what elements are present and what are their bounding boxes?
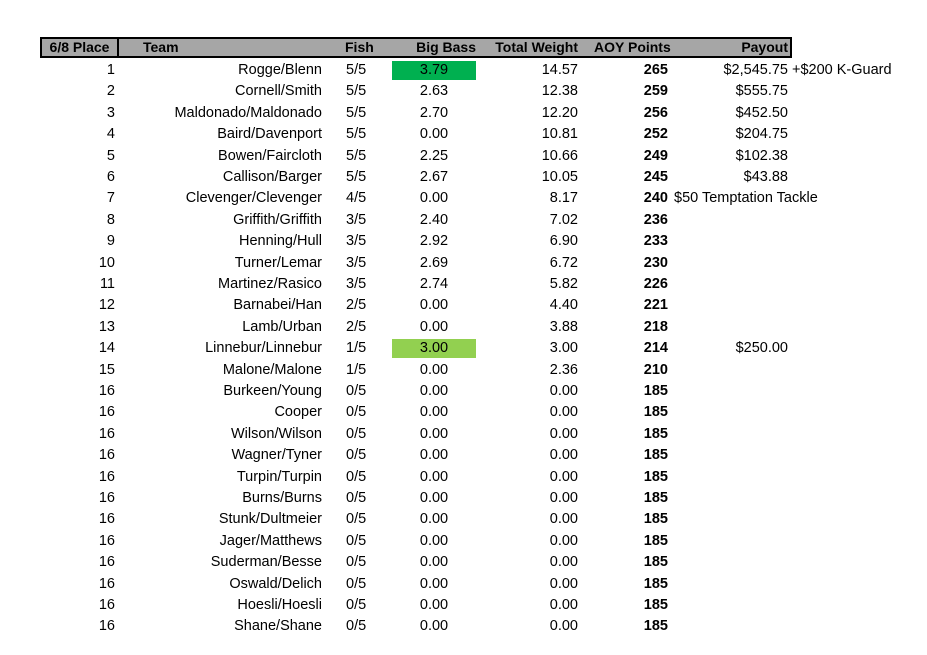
team-cell: Malone/Malone bbox=[222, 361, 322, 378]
total-weight-cell: 3.00 bbox=[549, 340, 578, 357]
aoy-points-cell: 185 bbox=[643, 447, 668, 464]
place-cell: 2 bbox=[106, 83, 115, 100]
place-cell: 16 bbox=[98, 597, 115, 613]
place-cell: 5 bbox=[106, 147, 115, 164]
team-cell: Bowen/Faircloth bbox=[218, 147, 322, 164]
fish-cell: 0/5 bbox=[346, 511, 367, 528]
place-cell: 12 bbox=[98, 297, 115, 314]
total-weight-cell: 0.00 bbox=[549, 447, 578, 464]
total-weight-cell: 4.40 bbox=[549, 297, 578, 314]
aoy-points-cell: 252 bbox=[643, 126, 668, 143]
total-weight-cell: 7.02 bbox=[549, 211, 578, 228]
aoy-points-cell: 210 bbox=[643, 361, 668, 378]
payout-cell: $555.75 bbox=[735, 83, 788, 100]
header-fish: Fish bbox=[345, 39, 374, 55]
place-cell: 6 bbox=[106, 169, 115, 185]
big-bass-cell: 0.00 bbox=[419, 126, 449, 143]
big-bass-cell: 2.92 bbox=[419, 233, 449, 250]
fish-cell: 5/5 bbox=[346, 104, 367, 121]
big-bass-cell: 0.00 bbox=[419, 318, 449, 335]
aoy-points-cell: 256 bbox=[643, 104, 668, 121]
total-weight-cell: 12.20 bbox=[541, 104, 578, 121]
team-cell: Suderman/Besse bbox=[210, 554, 322, 571]
fish-cell: 1/5 bbox=[346, 361, 367, 378]
aoy-points-cell: 265 bbox=[643, 62, 668, 78]
payout-cell bbox=[680, 231, 788, 252]
big-bass-cell: 0.00 bbox=[419, 447, 449, 464]
big-bass-cell: 0.00 bbox=[419, 404, 449, 421]
team-cell: Barnabei/Han bbox=[233, 297, 322, 314]
fish-cell: 3/5 bbox=[346, 233, 367, 250]
total-weight-cell: 0.00 bbox=[549, 425, 578, 442]
aoy-points-cell: 185 bbox=[643, 490, 668, 506]
aoy-points-cell: 221 bbox=[643, 297, 668, 314]
total-weight-cell: 14.57 bbox=[541, 62, 578, 78]
team-cell: Jager/Matthews bbox=[219, 532, 322, 549]
total-weight-cell: 5.82 bbox=[549, 276, 578, 292]
fish-cell: 0/5 bbox=[346, 404, 367, 421]
big-bass-cell: 0.00 bbox=[419, 468, 449, 485]
place-cell: 4 bbox=[106, 126, 115, 143]
place-cell: 16 bbox=[98, 447, 115, 464]
payout-extra-note: $50 Temptation Tackle bbox=[674, 190, 818, 207]
payout-cell bbox=[680, 360, 788, 381]
header-big-bass: Big Bass bbox=[416, 39, 476, 55]
total-weight-cell: 0.00 bbox=[549, 511, 578, 528]
total-weight-cell: 0.00 bbox=[549, 532, 578, 549]
aoy-points-cell: 249 bbox=[643, 147, 668, 164]
team-cell: Burns/Burns bbox=[242, 490, 322, 506]
aoy-points-cell: 185 bbox=[643, 618, 668, 635]
aoy-points-cell: 185 bbox=[643, 511, 668, 528]
aoy-points-cell: 259 bbox=[643, 83, 668, 100]
team-cell: Wagner/Tyner bbox=[231, 447, 322, 464]
payout-cell bbox=[680, 531, 788, 552]
team-cell: Lamb/Urban bbox=[242, 318, 322, 335]
aoy-points-cell: 185 bbox=[643, 383, 668, 399]
big-bass-cell: 0.00 bbox=[419, 297, 449, 314]
fish-cell: 5/5 bbox=[346, 62, 367, 78]
payout-cell: $250.00 bbox=[735, 340, 788, 357]
place-cell: 16 bbox=[98, 511, 115, 528]
payout-cell bbox=[680, 274, 788, 295]
payout-extra-note: +$200 K-Guard bbox=[792, 62, 892, 78]
payout-cell bbox=[680, 509, 788, 530]
big-bass-cell: 2.25 bbox=[419, 147, 449, 164]
header-aoy-points: AOY Points bbox=[594, 39, 671, 55]
payout-cell: $452.50 bbox=[735, 104, 788, 121]
place-cell: 16 bbox=[98, 490, 115, 506]
total-weight-cell: 12.38 bbox=[541, 83, 578, 100]
big-bass-cell: 0.00 bbox=[419, 511, 449, 528]
fish-cell: 0/5 bbox=[346, 554, 367, 571]
big-bass-cell: 3.79 bbox=[419, 62, 449, 78]
big-bass-cell: 0.00 bbox=[419, 575, 449, 592]
fish-cell: 0/5 bbox=[346, 468, 367, 485]
place-cell: 8 bbox=[106, 211, 115, 228]
header-payout: Payout bbox=[741, 39, 788, 55]
team-cell: Hoesli/Hoesli bbox=[237, 597, 322, 613]
total-weight-cell: 10.05 bbox=[541, 169, 578, 185]
place-cell: 9 bbox=[106, 233, 115, 250]
big-bass-cell: 2.63 bbox=[419, 83, 449, 100]
team-cell: Shane/Shane bbox=[234, 618, 322, 635]
fish-cell: 5/5 bbox=[346, 126, 367, 143]
total-weight-cell: 2.36 bbox=[549, 361, 578, 378]
big-bass-cell: 0.00 bbox=[419, 618, 449, 635]
place-cell: 10 bbox=[98, 254, 115, 271]
fish-cell: 3/5 bbox=[346, 276, 367, 292]
place-cell: 16 bbox=[98, 404, 115, 421]
fish-cell: 0/5 bbox=[346, 618, 367, 635]
payout-cell bbox=[680, 402, 788, 423]
payout-cell bbox=[680, 595, 788, 616]
aoy-points-cell: 185 bbox=[643, 554, 668, 571]
fish-cell: 0/5 bbox=[346, 532, 367, 549]
payout-cell: $43.88 bbox=[743, 169, 788, 185]
fish-cell: 0/5 bbox=[346, 575, 367, 592]
aoy-points-cell: 245 bbox=[643, 169, 668, 185]
fish-cell: 4/5 bbox=[346, 190, 367, 207]
total-weight-cell: 0.00 bbox=[549, 597, 578, 613]
big-bass-cell: 2.74 bbox=[419, 276, 449, 292]
aoy-points-cell: 226 bbox=[643, 276, 668, 292]
big-bass-cell: 2.70 bbox=[419, 104, 449, 121]
place-cell: 3 bbox=[106, 104, 115, 121]
place-cell: 14 bbox=[98, 340, 115, 357]
place-cell: 16 bbox=[98, 468, 115, 485]
big-bass-cell: 2.69 bbox=[419, 254, 449, 271]
big-bass-cell: 0.00 bbox=[419, 425, 449, 442]
fish-cell: 3/5 bbox=[346, 254, 367, 271]
place-cell: 16 bbox=[98, 383, 115, 399]
total-weight-cell: 6.90 bbox=[549, 233, 578, 250]
big-bass-cell: 0.00 bbox=[419, 190, 449, 207]
aoy-points-cell: 236 bbox=[643, 211, 668, 228]
fish-cell: 5/5 bbox=[346, 147, 367, 164]
payout-cell bbox=[680, 616, 788, 637]
big-bass-cell: 0.00 bbox=[419, 490, 449, 506]
aoy-points-cell: 185 bbox=[643, 468, 668, 485]
aoy-points-cell: 233 bbox=[643, 233, 668, 250]
total-weight-cell: 3.88 bbox=[549, 318, 578, 335]
team-cell: Turner/Lemar bbox=[234, 254, 322, 271]
aoy-points-cell: 185 bbox=[643, 404, 668, 421]
fish-cell: 5/5 bbox=[346, 169, 367, 185]
header-team: Team bbox=[143, 39, 179, 55]
payout-cell bbox=[680, 317, 788, 338]
payout-cell: $2,545.75 bbox=[723, 62, 788, 78]
big-bass-cell: 3.00 bbox=[419, 340, 449, 357]
total-weight-cell: 6.72 bbox=[549, 254, 578, 271]
payout-cell bbox=[680, 424, 788, 445]
total-weight-cell: 0.00 bbox=[549, 554, 578, 571]
place-cell: 7 bbox=[106, 190, 115, 207]
total-weight-cell: 0.00 bbox=[549, 575, 578, 592]
team-cell: Henning/Hull bbox=[238, 233, 322, 250]
team-cell: Wilson/Wilson bbox=[230, 425, 322, 442]
payout-cell bbox=[680, 295, 788, 316]
aoy-points-cell: 218 bbox=[643, 318, 668, 335]
total-weight-cell: 0.00 bbox=[549, 383, 578, 399]
big-bass-cell: 0.00 bbox=[419, 361, 449, 378]
fish-cell: 0/5 bbox=[346, 447, 367, 464]
aoy-points-cell: 214 bbox=[643, 340, 668, 357]
payout-cell bbox=[680, 445, 788, 466]
place-cell: 11 bbox=[99, 276, 115, 292]
team-cell: Linnebur/Linnebur bbox=[205, 340, 322, 357]
team-cell: Rogge/Blenn bbox=[238, 62, 322, 78]
total-weight-cell: 0.00 bbox=[549, 404, 578, 421]
payout-cell bbox=[680, 210, 788, 231]
place-cell: 15 bbox=[98, 361, 115, 378]
payout-cell bbox=[680, 381, 788, 402]
fish-cell: 2/5 bbox=[346, 318, 367, 335]
team-cell: Oswald/Delich bbox=[229, 575, 322, 592]
aoy-points-cell: 230 bbox=[643, 254, 668, 271]
header-place: 6/8 Place bbox=[49, 39, 110, 55]
place-cell: 16 bbox=[98, 554, 115, 571]
team-cell: Baird/Davenport bbox=[217, 126, 322, 143]
fish-cell: 0/5 bbox=[346, 597, 367, 613]
payout-cell bbox=[680, 253, 788, 274]
place-cell: 16 bbox=[98, 618, 115, 635]
total-weight-cell: 10.66 bbox=[541, 147, 578, 164]
big-bass-cell: 0.00 bbox=[419, 554, 449, 571]
aoy-points-cell: 185 bbox=[643, 532, 668, 549]
fish-cell: 0/5 bbox=[346, 490, 367, 506]
big-bass-cell: 0.00 bbox=[419, 532, 449, 549]
place-cell: 16 bbox=[98, 575, 115, 592]
payout-cell bbox=[680, 488, 788, 509]
total-weight-cell: 0.00 bbox=[549, 490, 578, 506]
fish-cell: 5/5 bbox=[346, 83, 367, 100]
fish-cell: 0/5 bbox=[346, 383, 367, 399]
aoy-points-cell: 185 bbox=[643, 575, 668, 592]
total-weight-cell: 0.00 bbox=[549, 468, 578, 485]
place-cell: 16 bbox=[98, 425, 115, 442]
team-cell: Maldonado/Maldonado bbox=[174, 104, 322, 121]
team-cell: Griffith/Griffith bbox=[233, 211, 322, 228]
team-cell: Stunk/Dultmeier bbox=[218, 511, 322, 528]
fish-cell: 3/5 bbox=[346, 211, 367, 228]
total-weight-cell: 10.81 bbox=[541, 126, 578, 143]
total-weight-cell: 8.17 bbox=[549, 190, 578, 207]
payout-cell: $204.75 bbox=[735, 126, 788, 143]
team-cell: Martinez/Rasico bbox=[218, 276, 322, 292]
payout-cell bbox=[680, 467, 788, 488]
aoy-points-cell: 185 bbox=[643, 425, 668, 442]
aoy-points-cell: 240 bbox=[643, 190, 668, 207]
big-bass-cell: 0.00 bbox=[419, 597, 449, 613]
fish-cell: 1/5 bbox=[346, 340, 367, 357]
team-cell: Burkeen/Young bbox=[223, 383, 322, 399]
big-bass-cell: 2.40 bbox=[419, 211, 449, 228]
aoy-points-cell: 185 bbox=[643, 597, 668, 613]
team-cell: Cornell/Smith bbox=[234, 83, 322, 100]
big-bass-cell: 2.67 bbox=[419, 169, 449, 185]
team-cell: Callison/Barger bbox=[222, 169, 322, 185]
team-cell: Clevenger/Clevenger bbox=[185, 190, 322, 207]
team-cell: Cooper bbox=[274, 404, 322, 421]
fish-cell: 0/5 bbox=[346, 425, 367, 442]
total-weight-cell: 0.00 bbox=[549, 618, 578, 635]
payout-cell bbox=[680, 574, 788, 595]
team-cell: Turpin/Turpin bbox=[236, 468, 322, 485]
place-cell: 1 bbox=[106, 62, 115, 78]
place-cell: 16 bbox=[98, 532, 115, 549]
payout-cell bbox=[680, 552, 788, 573]
header-total-weight: Total Weight bbox=[495, 39, 578, 55]
big-bass-cell: 0.00 bbox=[419, 383, 449, 399]
payout-cell: $102.38 bbox=[735, 147, 788, 164]
place-cell: 13 bbox=[98, 318, 115, 335]
fish-cell: 2/5 bbox=[346, 297, 367, 314]
